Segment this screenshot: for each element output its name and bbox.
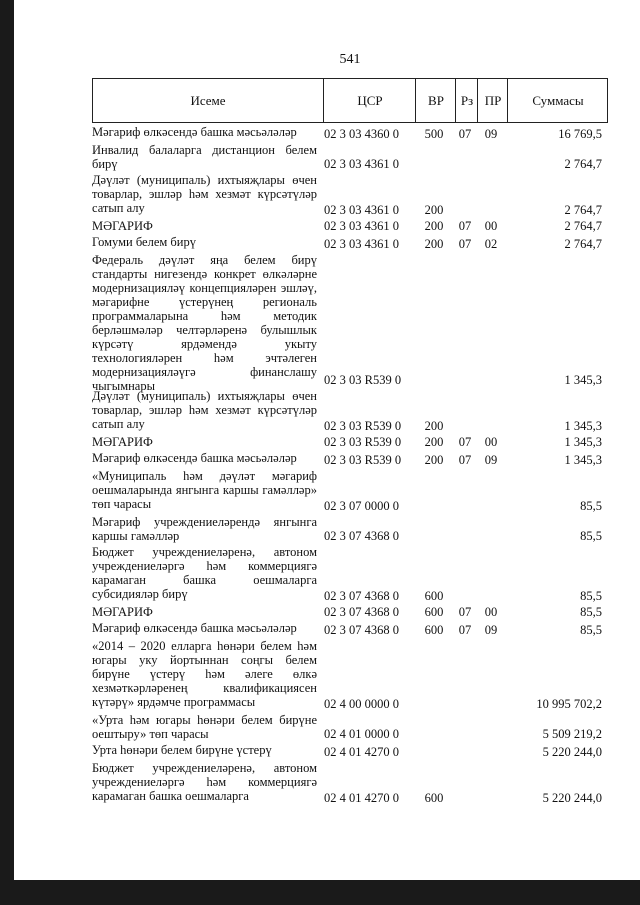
row-vr: 600 [424,623,444,637]
header-rz: Рз [455,79,478,122]
row-name: МӘГАРИФ [92,605,153,619]
row-rz: 07 [458,127,472,141]
table-row [92,251,608,393]
row-rz: 07 [458,237,472,251]
header-pr: ПР [477,79,508,122]
row-csr: 02 3 03 4361 0 [324,219,399,233]
row-vr: 600 [424,791,444,805]
table-row [92,123,608,141]
row-sum: 2 764,7 [564,219,602,233]
table-row [92,711,608,741]
row-csr: 02 3 07 4368 0 [324,605,399,619]
row-rz: 07 [458,219,472,233]
row-name: «Муниципаль һәм дәүләт мәгариф оешмаларында янгынга каршы гамәлләр» төп чарасы [92,469,317,511]
row-vr: 200 [424,219,444,233]
table-row [92,513,608,543]
row-name: Мәгариф өлкәсендә башка мәсьәләләр [92,621,297,635]
table-row [92,741,608,759]
row-sum: 16 769,5 [558,127,602,141]
table-row [92,233,608,251]
table-body [92,123,608,805]
table-row [92,619,608,637]
row-name: Урта һөнәри белем бирүне үстерү [92,743,272,757]
row-name: Гомуми белем бирү [92,235,196,249]
row-pr: 09 [484,623,498,637]
row-rz: 07 [458,435,472,449]
row-sum: 85,5 [580,623,602,637]
page-number: 541 [339,52,361,67]
row-name: Федераль дәүләт яңа белем бирү стандарты нигезендә конкрет өлкәләрне модернизацияләү концепцияләрен эшләү, мәгарифне үстерүнең региональ программаларына һәм методик берләшмәләр челтәрләренә булышлык күрсәтү ярдәмендә укыту технологияләрен һәм эчтәлеген модернизацияләүгә финанслашу чыгымнары [92,253,317,393]
row-pr: 09 [484,127,498,141]
row-csr: 02 3 03 4361 0 [324,157,399,171]
table-row [92,387,608,433]
row-name: Дәүләт (муниципаль) ихтыяҗлары өчен товарлар, эшләр һәм хезмәт күрсәтүләр сатып алу [92,389,317,431]
row-pr: 00 [484,605,498,619]
table-row [92,543,608,603]
row-csr: 02 3 03 R539 0 [324,453,402,467]
table-row [92,433,608,449]
row-sum: 85,5 [580,605,602,619]
table-row [92,759,608,805]
row-rz: 07 [458,605,472,619]
row-name: МӘГАРИФ [92,435,153,449]
row-vr: 500 [424,127,444,141]
row-pr: 00 [484,219,498,233]
row-pr: 00 [484,435,498,449]
header-vr: ВР [415,79,456,122]
row-csr: 02 3 07 4368 0 [324,623,399,637]
row-name: МӘГАРИФ [92,219,153,233]
row-sum: 1 345,3 [564,435,602,449]
row-csr: 02 3 03 R539 0 [324,435,402,449]
table-header [92,78,608,123]
row-vr: 600 [424,605,444,619]
row-csr: 02 4 01 0000 0 [324,727,399,741]
row-sum: 1 345,3 [564,373,602,387]
row-name: Мәгариф өлкәсендә башка мәсьәләләр [92,451,297,465]
row-name: «2014 – 2020 елларга һөнәри белем һәм югары уку йортыннан соңгы белем бирүне үстерү һәм әлеге өлкә хезмәткәрләренең квалификациясен күтәрү» ярдәмче программасы [92,639,317,709]
table-row [92,171,608,217]
header-name: Исеме [190,93,226,108]
row-csr: 02 3 03 4361 0 [324,203,399,217]
header-csr: ЦСР [323,79,416,122]
row-sum: 85,5 [580,529,602,543]
row-csr: 02 3 07 4368 0 [324,589,399,603]
row-vr: 200 [424,435,444,449]
row-sum: 85,5 [580,499,602,513]
row-vr: 200 [424,203,444,217]
row-name: Инвалид балаларга дистанцион белем бирү [92,143,317,171]
table-row [92,637,608,711]
row-rz: 07 [458,623,472,637]
row-name: Дәүләт (муниципаль) ихтыяҗлары өчен товарлар, эшләр һәм хезмәт күрсәтүләр сатып алу [92,173,317,215]
row-sum: 5 220 244,0 [542,791,602,805]
row-sum: 1 345,3 [564,453,602,467]
row-sum: 2 764,7 [564,237,602,251]
row-csr: 02 3 07 0000 0 [324,499,399,513]
header-sum: Суммасы [507,79,608,122]
row-name: Бюджет учреждениеләренә, автоном учреждениеләргә һәм коммерциягә карамаган башка оешмаларга субсидияләр бирү [92,545,317,601]
row-sum: 10 995 702,2 [536,697,602,711]
table-row [92,603,608,619]
row-vr: 600 [424,589,444,603]
scan-border-bottom [0,880,640,905]
row-name: «Урта һәм югары һөнәри белем бирүне оештыру» төп чарасы [92,713,317,741]
row-rz: 07 [458,453,472,467]
table-row [92,141,608,171]
row-csr: 02 3 07 4368 0 [324,529,399,543]
row-csr: 02 3 03 4360 0 [324,127,399,141]
row-csr: 02 4 01 4270 0 [324,791,399,805]
row-sum: 2 764,7 [564,203,602,217]
row-name: Бюджет учреждениеләренә, автоном учреждениеләргә һәм коммерциягә карамаган башка оешмаларга [92,761,317,803]
row-csr: 02 4 01 4270 0 [324,745,399,759]
table-row [92,449,608,467]
row-csr: 02 3 03 R539 0 [324,373,402,387]
row-sum: 5 509 219,2 [542,727,602,741]
row-sum: 1 345,3 [564,419,602,433]
table-row [92,217,608,233]
row-sum: 5 220 244,0 [542,745,602,759]
row-vr: 200 [424,237,444,251]
row-sum: 2 764,7 [564,157,602,171]
row-name: Мәгариф өлкәсендә башка мәсьәләләр [92,125,297,139]
budget-table [92,78,608,805]
row-pr: 02 [484,237,498,251]
row-pr: 09 [484,453,498,467]
row-sum: 85,5 [580,589,602,603]
table-row [92,467,608,513]
row-csr: 02 3 03 4361 0 [324,237,399,251]
row-vr: 200 [424,453,444,467]
row-csr: 02 3 03 R539 0 [324,419,402,433]
row-csr: 02 4 00 0000 0 [324,697,399,711]
row-vr: 200 [424,419,444,433]
row-name: Мәгариф учреждениеләрендә янгынга каршы гамәлләр [92,515,317,543]
scan-border-left [0,0,14,905]
